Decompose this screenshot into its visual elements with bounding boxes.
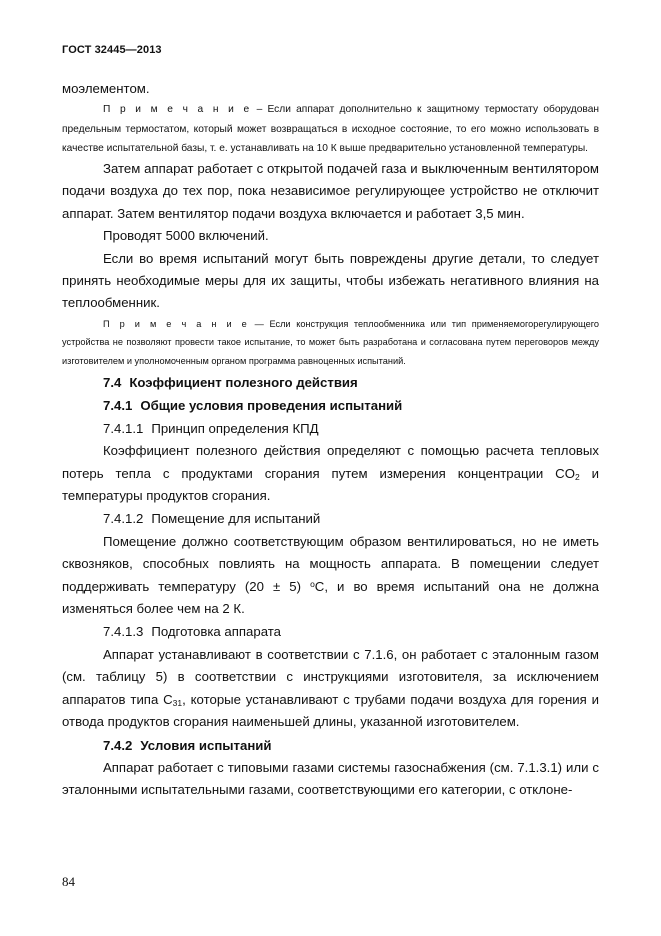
section-7-4-1-2-number: 7.4.1.2 [103,511,144,527]
note-1 [62,100,599,158]
note-1-text: – Если аппарат дополнительно к защитному термостату оборудован предельным термостатом, который может возвращаться в исходное состояние, то его можно использовать в качестве испытательной базы, т. е. устанавливать на 10 К выше предварительно установленной температуры. [62,104,599,154]
section-7-4-1-1-heading [62,417,599,441]
paragraph-room-text-b: C, и во время испытаний она не должна изменяться более чем на 2 К. [62,578,599,617]
section-7-4-1-3-title: Подготовка аппарата [151,624,281,640]
paragraph-test-room [62,531,599,621]
section-7-4-title: Коэффициент полезного действия [129,374,358,390]
degree-superscript: o [310,578,315,589]
paragraph-prep-text-a: Аппарат устанавливают в соответствии с 7.1.6, он работает с эталонным газом (см. таблицу 5) в соответствии с инструкциями изготовителя, за исключением аппаратов типа C [62,646,599,707]
section-7-4-2-heading [62,734,599,757]
paragraph-efficiency-principle [62,440,599,507]
page-number: 84 [62,874,75,889]
document-code-header: ГОСТ 32445—2013 [62,44,162,56]
section-7-4-1-1-number: 7.4.1.1 [103,420,144,436]
section-7-4-number: 7.4 [103,374,122,390]
paragraph-room-text-a: Помещение должно соответствующим образом вентилироваться, но не иметь сквозняков, способных повлиять на мощность аппарата. В помещении следует поддерживать температуру (20 ± 5) [62,533,599,594]
section-7-4-1-3-number: 7.4.1.3 [103,624,144,640]
note-2 [62,315,599,371]
section-7-4-1-2-title: Помещение для испытаний [151,511,321,527]
section-7-4-heading [62,371,599,394]
section-7-4-1-2-heading [62,507,599,531]
paragraph-appliance-preparation [62,644,599,734]
page-content [62,78,599,801]
section-7-4-1-3-heading [62,620,599,644]
paragraph-efficiency-text-b: и температуры продуктов сгорания. [62,465,599,503]
paragraph-cycles: Проводят 5000 включений. [103,228,269,244]
note-1-label: П р и м е ч а н и е [103,104,252,116]
paragraph-continuation: моэлементом. [62,81,150,96]
section-7-4-1-number: 7.4.1 [103,397,133,413]
c31-subscript: 31 [172,697,183,708]
section-7-4-1-heading [62,394,599,417]
note-2-label: П р и м е ч а н и е [103,318,249,329]
section-7-4-2-title: Условия испытаний [140,737,272,753]
paragraph-efficiency-text-a: Коэффициент полезного действия определяют с помощью расчета тепловых потерь тепла с продуктами сгорания путем измерения концентрации CO [62,443,599,481]
section-7-4-1-1-title: Принцип определения КПД [151,420,319,436]
section-7-4-2-number: 7.4.2 [103,737,133,753]
paragraph-test-conditions: Аппарат работает с типовыми газами системы газоснабжения (см. 7.1.3.1) или с эталонными испытательными газами, соответствующими его категории, с отклоне- [62,759,599,798]
note-2-text: — Если конструкция теплообменника или тип применяемогорегулирующего устройства не позволяют провести такое испытание, то может быть разработана и согласована путем переговоров между изготовителем и уполномоченным органом программа равноценных испытаний. [62,318,599,367]
paragraph-prep-text-b: , которые устанавливают с трубами подачи воздуха для горения и отвода продуктов сгорания наименьшей длины, указанной изготовителем. [62,691,599,730]
section-7-4-1-title: Общие условия проведения испытаний [140,397,403,413]
co2-subscript: 2 [574,471,580,482]
paragraph-fan-test: Затем аппарат работает с открытой подачей газа и выключенным вентилятором подачи воздуха до тех пор, пока независимое регулирующее устройство не отключит аппарат. Затем вентилятор подачи воздуха включается и работает 3,5 мин. [62,161,599,221]
paragraph-protection: Если во время испытаний могут быть повреждены другие детали, то следует принять необходимые меры для их защиты, чтобы избежать негативного влияния на теплообменник. [62,250,599,311]
